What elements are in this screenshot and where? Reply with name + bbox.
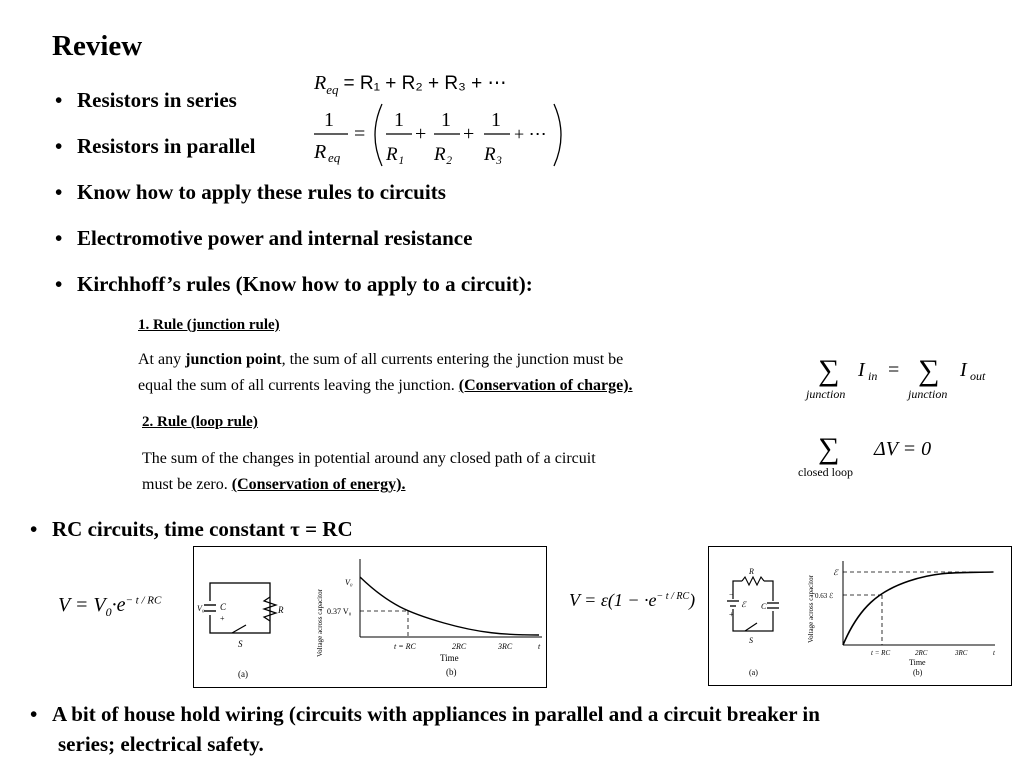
bullet-emf: • Electromotive power and internal resistance: [55, 226, 473, 250]
sum-out-sigma: ∑: [918, 354, 940, 387]
sum-out-under: junction: [908, 387, 948, 401]
discharge-equation: $V = V_0\cdot e^{- t / RC}$: [58, 594, 162, 619]
frac1-den: R₁: [386, 144, 405, 165]
charge-equation: $V = \varepsilon(1 - \cdot e^{- t / RC})$: [569, 590, 696, 610]
rule1-text: At any junction point, the sum of all currents entering the junction must be equal the sum of all currents leaving the junction. (Conservation of charge).: [138, 351, 633, 394]
label-c: C: [220, 602, 227, 612]
charge-ylabel: Voltage across capacitor: [807, 575, 815, 643]
equals-sign: =: [354, 123, 366, 145]
plus-1: +: [415, 123, 427, 145]
rule1-heading: 1. Rule (junction rule): [138, 317, 280, 333]
junction-equation-svg: [800, 350, 1000, 402]
discharge-caption-b: (b): [446, 667, 457, 677]
capacitor-gap: [204, 601, 218, 615]
charge-curve: [843, 572, 993, 645]
i-in: I: [858, 359, 865, 381]
charge-x-tick-4: t: [993, 649, 995, 657]
discharge-x-tick-1: t = RC: [394, 642, 416, 651]
charge-figure-svg: [709, 547, 1011, 685]
charge-y-top: ℰ: [833, 568, 838, 577]
loop-dv: ΔV = 0: [874, 438, 932, 460]
discharge-x-tick-4: t: [538, 642, 541, 651]
charge-label-r: R: [749, 567, 754, 576]
bullet-rc-circuits: • RC circuits, time constant τ = RC: [30, 517, 353, 541]
label-s: S: [238, 639, 243, 649]
frac3-den: R₃: [484, 144, 503, 165]
frac-req-sub: eq: [328, 150, 341, 165]
parallel-equation: [310, 100, 570, 170]
label-plus: +: [220, 614, 225, 623]
charge-caption-b: (b): [913, 668, 923, 677]
bullet-apply-rules: • Know how to apply these rules to circuits: [55, 180, 446, 204]
loop-sigma: ∑: [818, 432, 840, 465]
bullet-resistors-parallel: • Resistors in parallel: [55, 134, 256, 158]
rule2-heading: 2. Rule (loop rule): [142, 414, 258, 430]
charge-y-mark: 0.63 ℰ: [815, 592, 834, 600]
bullet-kirchhoff: • Kirchhoff’s rules (Know how to apply to a circuit):: [55, 272, 533, 296]
switch-symbol: [232, 625, 246, 633]
frac2-num: 1: [441, 109, 451, 131]
frac2-den: R₂: [434, 144, 453, 165]
sum-in-under: junction: [806, 387, 846, 401]
rule2-text: The sum of the changes in potential around any closed path of a circuit must be zero. (Conservation of energy).: [142, 450, 596, 493]
loop-under: closed loop: [798, 465, 853, 479]
frac-numerator-1: 1: [324, 109, 334, 131]
bullet-house-wiring-line2: series; electrical safety.: [58, 732, 264, 756]
charge-caption-a: (a): [749, 668, 758, 677]
charge-switch-symbol: [745, 623, 757, 631]
charge-label-emf: ℰ: [741, 600, 746, 609]
bullet-house-wiring: • A bit of house hold wiring (circuits with appliances in parallel and a circuit breaker in: [30, 702, 820, 726]
discharge-ylabel: Voltage across capacitor: [316, 589, 324, 657]
charge-x-tick-1: t = RC: [871, 649, 891, 657]
discharge-x-tick-2: 2RC: [452, 642, 467, 651]
charge-figure: [708, 546, 1012, 686]
charge-x-tick-2: 2RC: [915, 649, 928, 657]
discharge-xlabel: Time: [440, 653, 459, 663]
frac1-num: 1: [394, 109, 404, 131]
discharge-figure-svg: [194, 547, 546, 687]
loop-equation: [796, 428, 976, 482]
paren-right: [554, 104, 561, 166]
frac-req: R: [314, 141, 327, 163]
i-out: I: [960, 359, 967, 381]
charge-label-minus: −: [729, 590, 734, 599]
frac3-num: 1: [491, 109, 501, 131]
i-out-sub: out: [970, 369, 986, 383]
series-equation: $R_{eq} = R_1 + R_2 + R_3$ + ⋯: [314, 72, 507, 97]
plus-dots: + ⋯: [514, 124, 547, 144]
discharge-figure: [193, 546, 547, 688]
charge-label-plus: +: [729, 610, 734, 619]
sum-in-sigma: ∑: [818, 354, 840, 387]
i-in-sub: in: [868, 369, 878, 383]
label-r: R: [278, 605, 284, 615]
charge-label-s: S: [749, 636, 753, 645]
charge-xlabel: Time: [909, 658, 926, 667]
discharge-x-tick-3: 3RC: [498, 642, 513, 651]
discharge-y-top: V₀: [345, 578, 353, 587]
discharge-y-mark: 0.37 V₀: [327, 607, 352, 616]
plus-2: +: [463, 123, 475, 145]
conservation-charge: (Conservation of charge).: [458, 377, 633, 394]
discharge-circuit-wire: [210, 583, 270, 633]
loop-equation-svg: [796, 428, 976, 482]
label-v0: V₀: [197, 604, 205, 613]
discharge-curve: [360, 577, 539, 635]
junction-equals: =: [888, 359, 900, 381]
charge-x-tick-3: 3RC: [955, 649, 968, 657]
charge-label-c: C: [761, 602, 767, 611]
slide-title: Review: [52, 30, 143, 62]
conservation-energy: (Conservation of energy).: [231, 476, 406, 493]
junction-equation: [800, 350, 1000, 402]
paren-left: [375, 104, 382, 166]
bullet-resistors-series: • Resistors in series: [55, 88, 237, 112]
caption-a: (a): [238, 669, 248, 679]
parallel-equation-svg: [310, 100, 570, 170]
